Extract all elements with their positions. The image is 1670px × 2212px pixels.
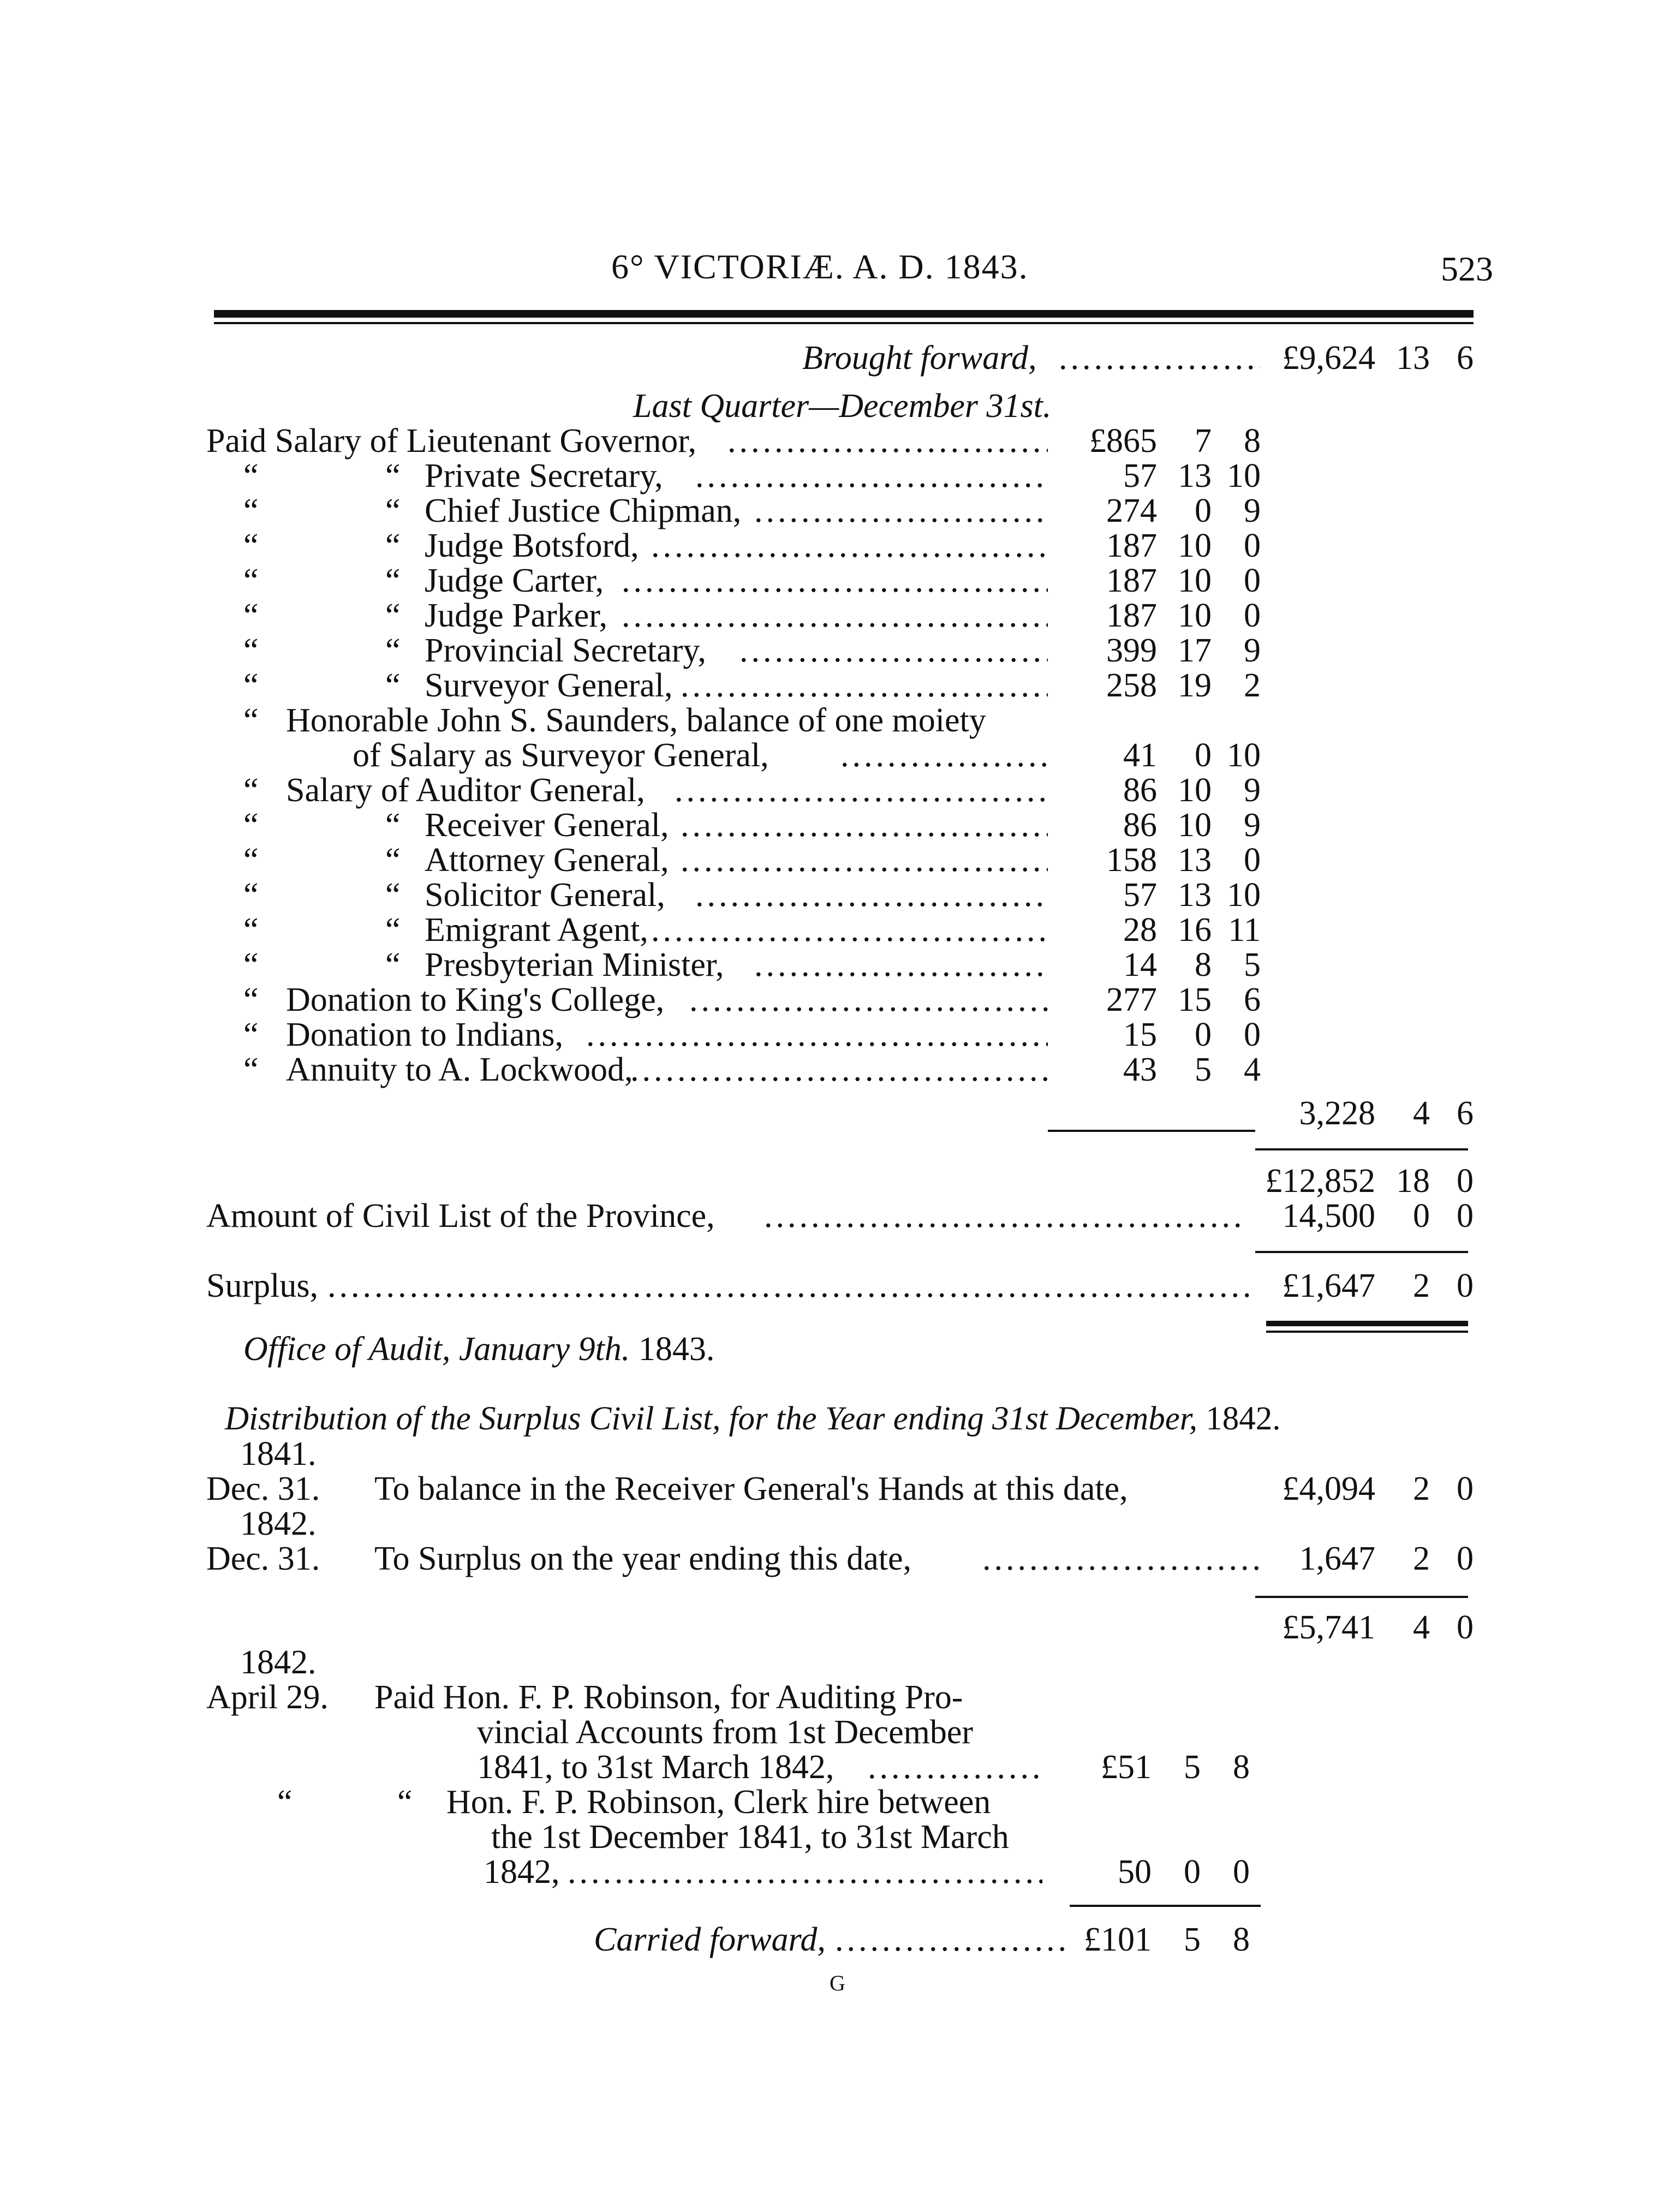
quarter-total-shillings: 4 [1413, 1095, 1430, 1132]
dot-leader [868, 1750, 1042, 1785]
running-header: 6° VICTORIÆ. A. D. 1843. [611, 247, 1029, 286]
ditto-mark: “ [385, 877, 401, 914]
surplus-shillings: 2 [1413, 1267, 1430, 1304]
salary-pounds: 187 [1106, 562, 1157, 599]
total-rule [1255, 1148, 1468, 1150]
office-of-audit-year: 1843. [638, 1331, 715, 1368]
salary-label: Donation to Indians, [286, 1016, 563, 1053]
salary-label: Judge Parker, [425, 597, 607, 634]
ditto-mark: “ [243, 946, 259, 983]
salary-pounds: 277 [1106, 981, 1157, 1018]
distribution-heading-text: Distribution of the Surplus Civil List, for the Year ending [225, 1400, 984, 1437]
salary-label: Judge Botsford, [425, 527, 639, 564]
salary-label: Paid Salary of Lieutenant Governor, [206, 422, 696, 460]
salary-pence: 9 [1244, 807, 1261, 844]
surplus-label: Surplus, [206, 1267, 318, 1304]
dot-leader [622, 598, 1048, 633]
salary-pounds: 14 [1123, 946, 1157, 983]
surplus-pence: 0 [1457, 1267, 1474, 1304]
salary-label: Receiver General, [425, 807, 669, 844]
civil-list-pence: 0 [1457, 1197, 1474, 1235]
ditto-mark: “ [277, 1784, 293, 1821]
dot-leader [586, 1017, 1048, 1052]
distribution-pounds: 1,647 [1299, 1540, 1375, 1577]
robinson2-line1: Hon. F. P. Robinson, Clerk hire between [446, 1784, 991, 1821]
salary-pounds: £865 [1089, 422, 1157, 460]
salary-shillings: 7 [1195, 422, 1212, 460]
subtotal-rule [1048, 1130, 1255, 1132]
carried-forward-pence: 8 [1233, 1921, 1250, 1958]
saunders-line1: Honorable John S. Saunders, balance of one moiety [286, 702, 986, 739]
ditto-mark: “ [243, 562, 259, 599]
ditto-mark: “ [397, 1784, 413, 1821]
dot-leader [695, 878, 1048, 913]
robinson1-line2: vincial Accounts from 1st December [477, 1714, 974, 1751]
distribution-label: To Surplus on the year ending this date, [374, 1540, 912, 1577]
ditto-mark: “ [243, 597, 259, 634]
salary-pounds: 274 [1106, 492, 1157, 529]
payment-year: 1842. [240, 1644, 317, 1681]
saunders-pence: 10 [1227, 737, 1261, 774]
salary-label: Attorney General, [425, 842, 669, 879]
ditto-mark: “ [243, 527, 259, 564]
carried-forward-label: Carried forward, [594, 1921, 826, 1958]
saunders-shillings: 0 [1195, 737, 1212, 774]
salary-pounds: 15 [1123, 1016, 1157, 1053]
distribution-total-shillings: 4 [1413, 1609, 1430, 1646]
salary-pounds: 399 [1106, 632, 1157, 669]
salary-label: Presbyterian Minister, [425, 946, 724, 983]
ditto-mark: “ [243, 492, 259, 529]
dot-leader [675, 773, 1048, 808]
office-of-audit [243, 1332, 714, 1367]
salary-pence: 10 [1227, 877, 1261, 914]
grand-total-pounds: £12,852 [1265, 1162, 1375, 1200]
dot-leader [727, 424, 1048, 458]
dot-leader [739, 633, 1048, 668]
ditto-mark: “ [243, 877, 259, 914]
robinson1-shillings: 5 [1184, 1749, 1201, 1786]
salary-pence: 0 [1244, 527, 1261, 564]
ditto-mark: “ [385, 562, 401, 599]
carried-forward-pounds: £101 [1084, 1921, 1152, 1958]
salary-shillings: 16 [1178, 911, 1212, 949]
salary-pence: 2 [1244, 667, 1261, 704]
dot-leader [689, 982, 1048, 1017]
dot-leader [764, 1199, 1244, 1233]
ditto-mark: “ [385, 946, 401, 983]
salary-pence: 11 [1228, 911, 1261, 949]
robinson2-line3: 1842, [484, 1853, 560, 1891]
salary-pence: 5 [1244, 946, 1261, 983]
subtotal-rule [1070, 1905, 1261, 1907]
total-rule [1255, 1596, 1468, 1598]
dot-leader [695, 458, 1048, 493]
ditto-mark: “ [243, 1016, 259, 1053]
grand-total-pence: 0 [1457, 1162, 1474, 1200]
section-heading: Last Quarter—December 31st. [633, 387, 1052, 425]
distribution-date: Dec. 31. [206, 1470, 320, 1507]
brought-forward-label: Brought forward, [802, 339, 1037, 377]
salary-pounds: 158 [1106, 842, 1157, 879]
office-of-audit-label: Office of Audit, January 9th. [243, 1331, 630, 1368]
carried-forward-shillings: 5 [1184, 1921, 1201, 1958]
salary-pounds: 28 [1123, 911, 1157, 949]
distribution-label: To balance in the Receiver General's Hands at this date, [374, 1470, 1128, 1507]
salary-label: Salary of Auditor General, [286, 772, 645, 809]
distribution-year: 1841. [240, 1435, 317, 1472]
brought-forward-pence: 6 [1457, 339, 1474, 377]
ditto-mark: “ [385, 842, 401, 879]
signature-mark: G [830, 1971, 845, 1995]
ditto-mark: “ [243, 702, 259, 739]
total-rule [1255, 1251, 1468, 1253]
saunders-pounds: 41 [1123, 737, 1157, 774]
page-number: 523 [1441, 249, 1493, 288]
salary-pence: 4 [1244, 1051, 1261, 1088]
ditto-mark: “ [385, 667, 401, 704]
salary-shillings: 0 [1195, 492, 1212, 529]
salary-pence: 0 [1244, 562, 1261, 599]
salary-pence: 6 [1244, 981, 1261, 1018]
ditto-mark: “ [385, 632, 401, 669]
salary-shillings: 13 [1178, 457, 1212, 494]
salary-shillings: 10 [1178, 772, 1212, 809]
ditto-mark: “ [385, 807, 401, 844]
dot-leader [982, 1541, 1266, 1576]
salary-pounds: 258 [1106, 667, 1157, 704]
salary-pounds: 57 [1123, 877, 1157, 914]
robinson1-pence: 8 [1233, 1749, 1250, 1786]
dot-leader [651, 528, 1048, 563]
salary-pence: 0 [1244, 597, 1261, 634]
salary-pence: 0 [1244, 842, 1261, 879]
dot-leader [681, 668, 1048, 703]
salary-label: Solicitor General, [425, 877, 665, 914]
salary-pounds: 187 [1106, 597, 1157, 634]
dot-leader [754, 493, 1048, 528]
salary-label: Emigrant Agent, [425, 911, 648, 949]
ditto-mark: “ [243, 667, 259, 704]
ditto-mark: “ [243, 911, 259, 949]
salary-pence: 9 [1244, 772, 1261, 809]
distribution-total-pounds: £5,741 [1282, 1609, 1375, 1646]
civil-list-shillings: 0 [1413, 1197, 1430, 1235]
saunders-line2: of Salary as Surveyor General, [353, 737, 769, 774]
distribution-year: 1842. [240, 1505, 317, 1542]
salary-pence: 8 [1244, 422, 1261, 460]
ditto-mark: “ [243, 632, 259, 669]
ditto-mark: “ [243, 772, 259, 809]
salary-shillings: 10 [1178, 562, 1212, 599]
salary-label: Provincial Secretary, [425, 632, 706, 669]
dot-leader [681, 843, 1048, 878]
dot-leader [1059, 341, 1261, 375]
dot-leader [835, 1922, 1064, 1957]
robinson1-line1: Paid Hon. F. P. Robinson, for Auditing Pro- [374, 1679, 963, 1716]
salary-shillings: 0 [1195, 1016, 1212, 1053]
ditto-mark: “ [385, 527, 401, 564]
distribution-heading-year: 1842. [1206, 1400, 1281, 1437]
civil-list-pounds: 14,500 [1282, 1197, 1375, 1235]
salary-shillings: 19 [1178, 667, 1212, 704]
ditto-mark: “ [385, 457, 401, 494]
robinson1-line3: 1841, to 31st March 1842, [477, 1749, 834, 1786]
ditto-mark: “ [243, 842, 259, 879]
robinson2-shillings: 0 [1184, 1853, 1201, 1891]
header-rule-thin [214, 322, 1474, 324]
salary-label: Private Secretary, [425, 457, 663, 494]
robinson2-line2: the 1st December 1841, to 31st March [491, 1819, 1009, 1856]
salary-pence: 0 [1244, 1016, 1261, 1053]
dot-leader [681, 808, 1048, 843]
salary-shillings: 10 [1178, 527, 1212, 564]
robinson2-pence: 0 [1233, 1853, 1250, 1891]
dot-leader [651, 913, 1048, 947]
ditto-mark: “ [243, 457, 259, 494]
ditto-mark: “ [385, 492, 401, 529]
dot-leader [754, 947, 1048, 982]
surplus-pounds: £1,647 [1282, 1267, 1375, 1304]
quarter-total-pence: 6 [1457, 1095, 1474, 1132]
brought-forward-shillings: 13 [1396, 339, 1430, 377]
salary-pence: 9 [1244, 632, 1261, 669]
double-rule-thick [1266, 1321, 1468, 1326]
salary-shillings: 15 [1178, 981, 1212, 1018]
distribution-heading-date: 31st December, [992, 1400, 1198, 1437]
salary-pounds: 43 [1123, 1051, 1157, 1088]
civil-list-label: Amount of Civil List of the Province, [206, 1197, 715, 1235]
distribution-pence: 0 [1457, 1540, 1474, 1577]
header-rule-thick [214, 310, 1474, 318]
salary-pounds: 86 [1123, 807, 1157, 844]
distribution-heading [225, 1402, 1281, 1436]
salary-label: Judge Carter, [425, 562, 604, 599]
salary-label: Donation to King's College, [286, 981, 665, 1018]
salary-pounds: 86 [1123, 772, 1157, 809]
salary-pence: 10 [1227, 457, 1261, 494]
grand-total-shillings: 18 [1396, 1162, 1430, 1200]
robinson2-pounds: 50 [1118, 1853, 1152, 1891]
distribution-shillings: 2 [1413, 1540, 1430, 1577]
robinson1-pounds: £51 [1101, 1749, 1152, 1786]
salary-pence: 9 [1244, 492, 1261, 529]
salary-shillings: 13 [1178, 842, 1212, 879]
dot-leader [630, 1052, 1048, 1087]
dot-leader [568, 1855, 1042, 1889]
salary-label: Surveyor General, [425, 667, 673, 704]
ditto-mark: “ [385, 597, 401, 634]
distribution-shillings: 2 [1413, 1470, 1430, 1507]
salary-shillings: 5 [1195, 1051, 1212, 1088]
ditto-mark: “ [385, 911, 401, 949]
salary-shillings: 8 [1195, 946, 1212, 983]
salary-shillings: 10 [1178, 807, 1212, 844]
distribution-date: Dec. 31. [206, 1540, 320, 1577]
quarter-total-pounds: 3,228 [1299, 1095, 1375, 1132]
payment-date: April 29. [206, 1679, 329, 1716]
ditto-mark: “ [243, 1051, 259, 1088]
salary-label: Annuity to A. Lockwood, [286, 1051, 633, 1088]
dot-leader [840, 738, 1048, 773]
brought-forward-pounds: £9,624 [1282, 339, 1375, 377]
distribution-pence: 0 [1457, 1470, 1474, 1507]
dot-leader [622, 563, 1048, 598]
salary-shillings: 10 [1178, 597, 1212, 634]
ditto-mark: “ [243, 981, 259, 1018]
distribution-total-pence: 0 [1457, 1609, 1474, 1646]
distribution-pounds: £4,094 [1282, 1470, 1375, 1507]
salary-pounds: 187 [1106, 527, 1157, 564]
ditto-mark: “ [243, 807, 259, 844]
salary-shillings: 13 [1178, 877, 1212, 914]
salary-pounds: 57 [1123, 457, 1157, 494]
salary-label: Chief Justice Chipman, [425, 492, 742, 529]
double-rule-thin [1266, 1331, 1468, 1333]
salary-shillings: 17 [1178, 632, 1212, 669]
dot-leader [327, 1268, 1250, 1303]
